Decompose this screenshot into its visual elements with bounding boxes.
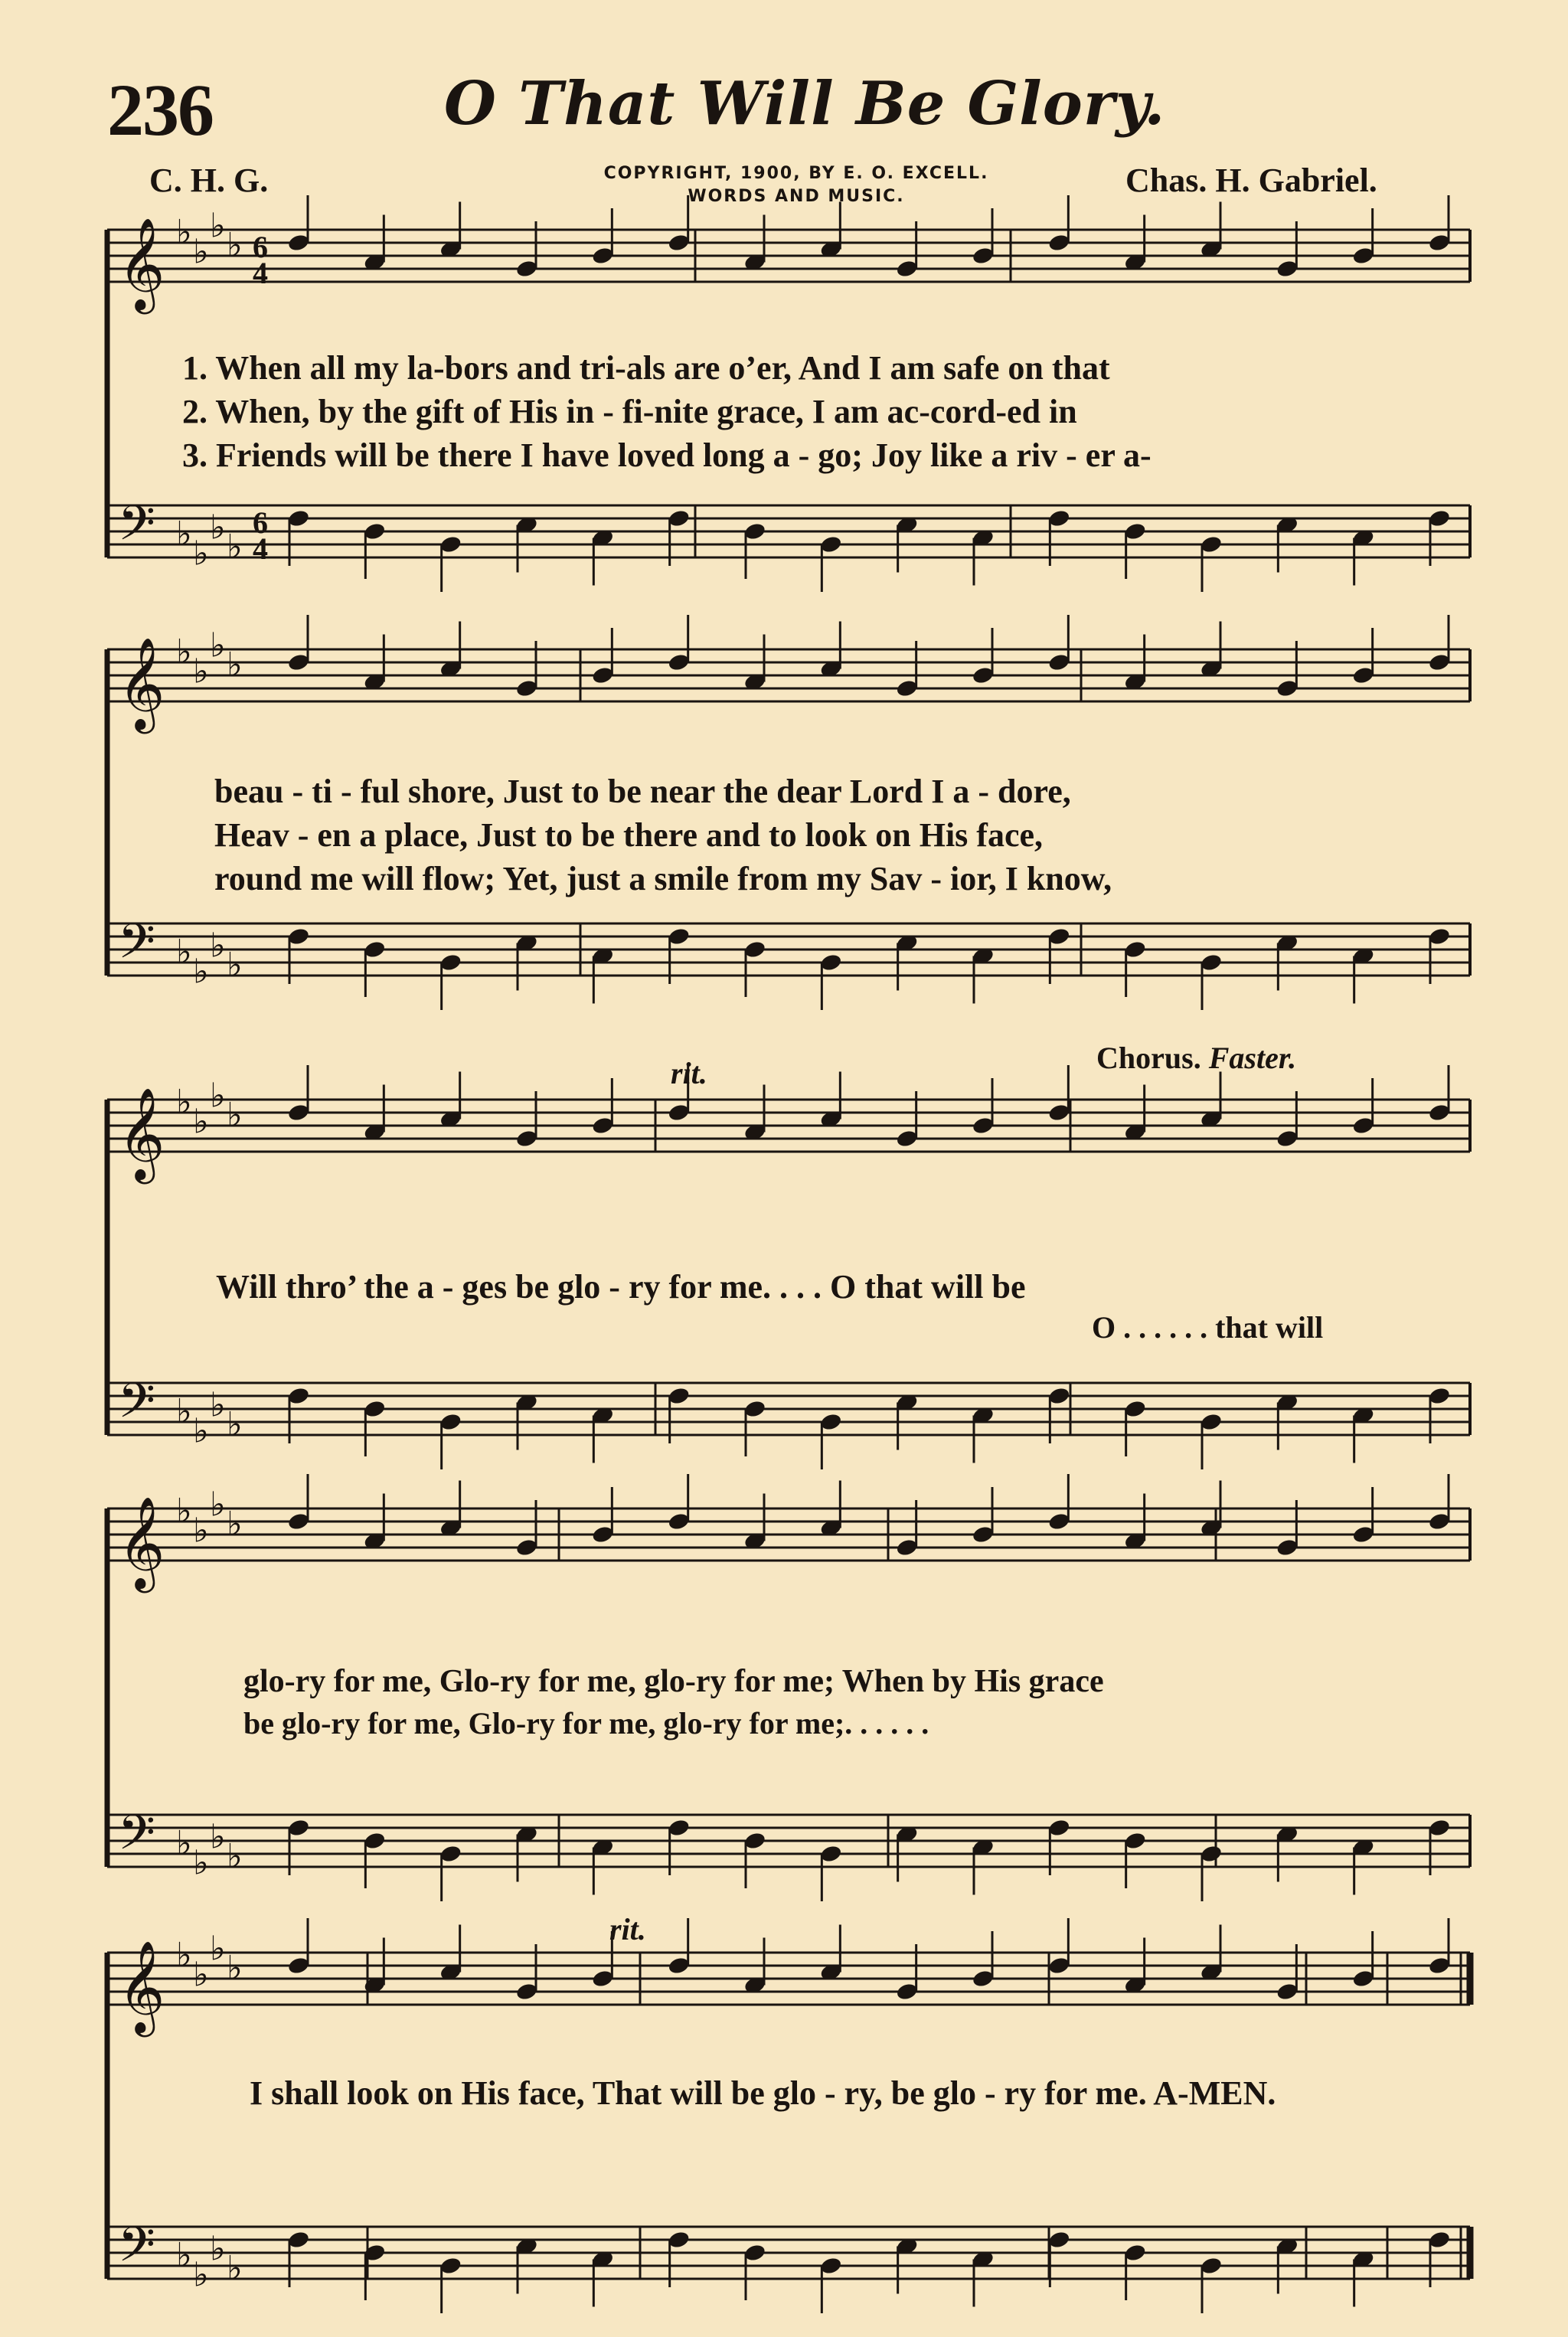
- flat-sign: ♭: [227, 1505, 243, 1544]
- flat-sign: ♭: [176, 515, 192, 554]
- chorus-heading: [1096, 1040, 1296, 1076]
- flat-sign: ♭: [227, 1837, 243, 1876]
- flat-sign: ♭: [227, 528, 243, 567]
- bass-clef: 𝄢: [118, 1372, 155, 1440]
- flat-sign: ♭: [193, 1511, 209, 1551]
- flat-sign: ♭: [227, 1096, 243, 1135]
- lyric-line: round me will flow; Yet, just a smile from my Sav - ior, I know,: [214, 860, 1112, 897]
- flat-sign: ♭: [176, 213, 192, 252]
- flat-sign: ♭: [193, 1411, 209, 1451]
- treble-clef: 𝄞: [118, 1087, 165, 1180]
- flat-sign: ♭: [210, 2229, 226, 2269]
- flat-sign: ♭: [210, 508, 226, 547]
- time-signature-top: 6: [253, 505, 268, 540]
- copyright-line: WORDS AND MUSIC.: [688, 187, 905, 206]
- ritardando-mark: rit.: [671, 1056, 707, 1090]
- flat-sign: ♭: [193, 1102, 209, 1142]
- lyric-line: beau - ti - ful shore, Just to be near the dear Lord I a - dore,: [214, 773, 1071, 810]
- bass-clef: 𝄢: [118, 1804, 155, 1872]
- flat-sign: ♭: [227, 646, 243, 685]
- flat-sign: ♭: [227, 946, 243, 985]
- flat-sign: ♭: [193, 534, 209, 574]
- flat-sign: ♭: [193, 952, 209, 992]
- ritardando-mark: rit.: [609, 1912, 646, 1946]
- flat-sign: ♭: [176, 1936, 192, 1975]
- copyright-line: COPYRIGHT, 1900, BY E. O. EXCELL.: [603, 164, 989, 183]
- lyric-line: Heav - en a place, Just to be there and to look on His face,: [214, 816, 1044, 854]
- flat-sign: ♭: [210, 926, 226, 966]
- bass-clef: 𝄢: [118, 913, 155, 981]
- hymn-title: O That Will Be Glory.: [444, 69, 1166, 139]
- flat-sign: ♭: [193, 1843, 209, 1883]
- tempo-faster: Faster.: [1208, 1041, 1297, 1075]
- lyric-line: 1. When all my la-bors and tri-als are o’er, And I am safe on that: [182, 349, 1110, 387]
- lyric-line: Will thro’ the a - ges be glo - ry for me. . . . O that will be: [216, 1268, 1026, 1306]
- flat-sign: ♭: [193, 652, 209, 691]
- treble-clef: 𝄞: [118, 636, 165, 730]
- flat-sign: ♭: [176, 1392, 192, 1431]
- lyric-line: 2. When, by the gift of His in - fi-nite grace, I am ac-cord-ed in: [182, 393, 1077, 430]
- lyric-line-alto: be glo-ry for me, Glo-ry for me, glo-ry for me;. . . . . .: [243, 1706, 929, 1740]
- flat-sign: ♭: [176, 1824, 192, 1863]
- treble-clef: 𝄞: [118, 1940, 165, 2033]
- flat-sign: ♭: [227, 2249, 243, 2288]
- treble-clef: 𝄞: [118, 217, 165, 310]
- time-signature-bottom: 4: [253, 256, 268, 290]
- flat-sign: ♭: [176, 933, 192, 972]
- flat-sign: ♭: [210, 206, 226, 246]
- time-signature-bottom: 4: [253, 531, 268, 566]
- flat-sign: ♭: [210, 1076, 226, 1116]
- lyric-line: glo-ry for me, Glo-ry for me, glo-ry for me; When by His grace: [243, 1664, 1104, 1699]
- tempo-mark: [609, 1911, 646, 1947]
- flat-sign: ♭: [210, 1929, 226, 1969]
- flat-sign: ♭: [227, 1405, 243, 1444]
- flat-sign: ♭: [193, 1955, 209, 1995]
- lyric-line-alto: O . . . . . . that will: [1092, 1310, 1324, 1345]
- lyric-line: 3. Friends will be there I have loved long a - go; Joy like a riv - er a-: [182, 436, 1152, 474]
- flat-sign: ♭: [227, 226, 243, 265]
- flat-sign: ♭: [176, 1083, 192, 1122]
- flat-sign: ♭: [176, 632, 192, 672]
- flat-sign: ♭: [210, 1385, 226, 1425]
- flat-sign: ♭: [193, 232, 209, 272]
- hymn-number: 236: [107, 69, 213, 151]
- flat-sign: ♭: [210, 1485, 226, 1525]
- time-signature-top: 6: [253, 230, 268, 264]
- flat-sign: ♭: [210, 626, 226, 665]
- flat-sign: ♭: [210, 1817, 226, 1857]
- bass-clef: 𝄢: [118, 2216, 155, 2284]
- flat-sign: ♭: [176, 2236, 192, 2275]
- treble-clef: 𝄞: [118, 1495, 165, 1589]
- flat-sign: ♭: [193, 2255, 209, 2295]
- copyright-notice: [582, 162, 1011, 208]
- bass-clef: 𝄢: [118, 495, 155, 563]
- composer-credit: Chas. H. Gabriel.: [1125, 162, 1377, 199]
- lyric-line: I shall look on His face, That will be glo - ry, be glo - ry for me. A-MEN.: [250, 2074, 1276, 2112]
- chorus-label: Chorus.: [1096, 1041, 1201, 1075]
- tempo-mark: [671, 1055, 707, 1091]
- lyricist-credit: C. H. G.: [149, 162, 269, 199]
- flat-sign: ♭: [227, 1949, 243, 1988]
- flat-sign: ♭: [176, 1492, 192, 1531]
